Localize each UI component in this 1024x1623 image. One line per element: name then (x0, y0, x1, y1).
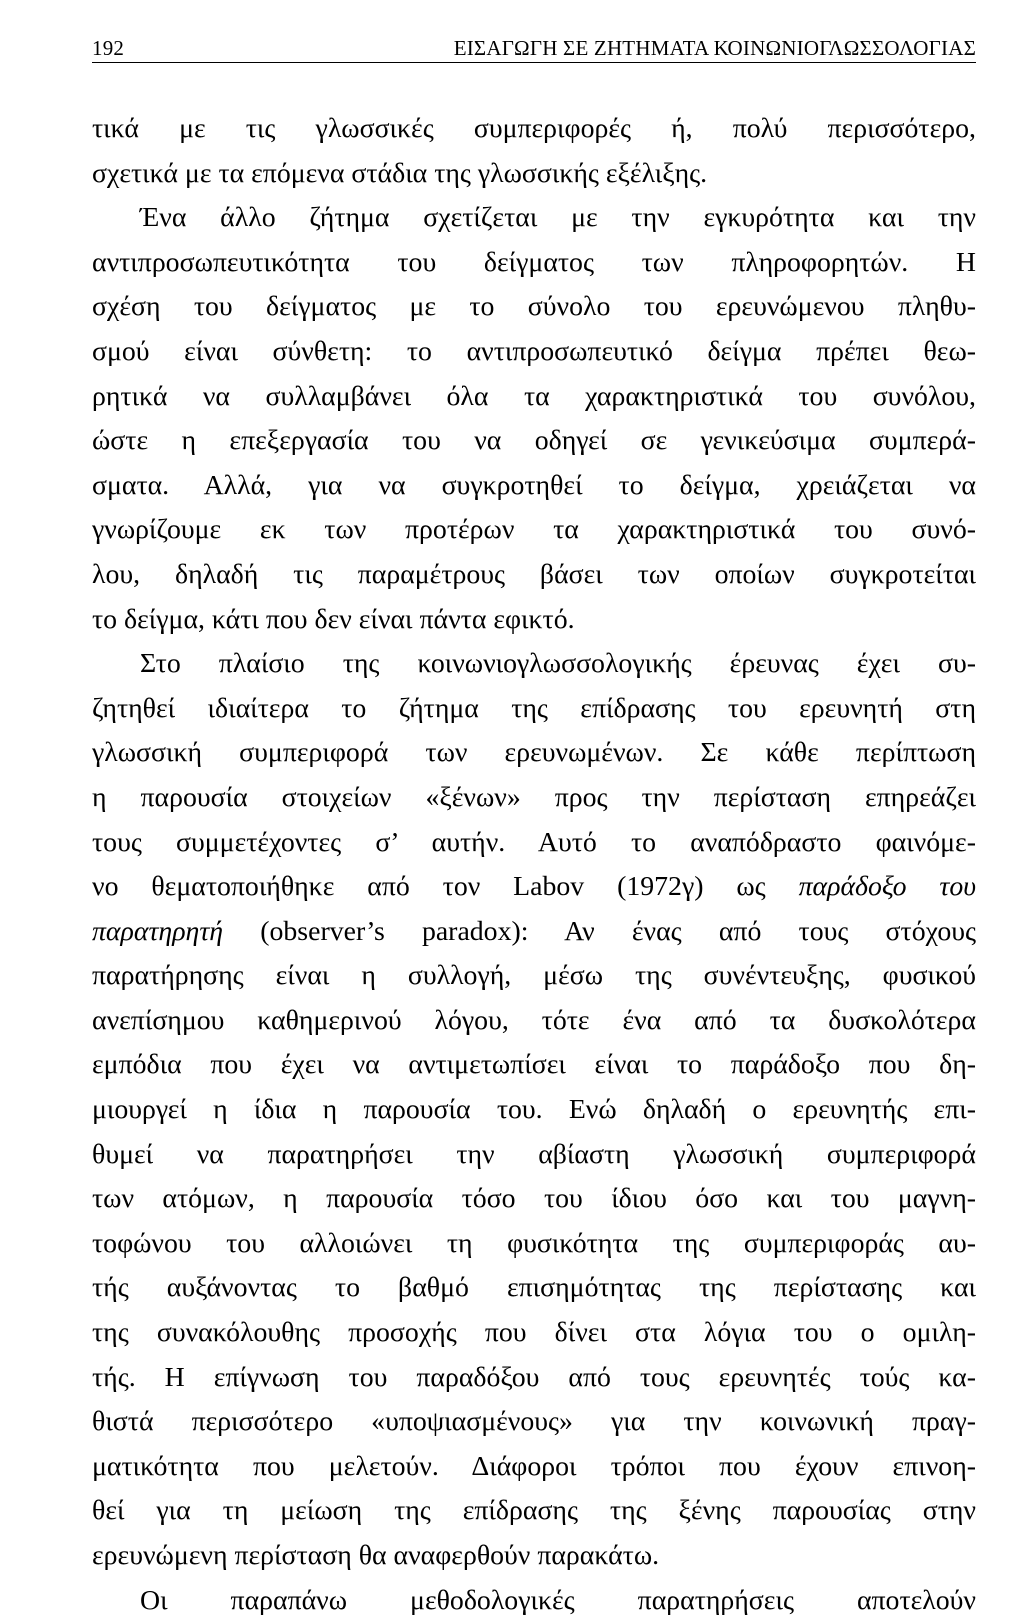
text-line: μιουργεί η ίδια η παρουσία του. Ενώ δηλαδή ο ερευνητής επι- (92, 1094, 976, 1126)
text-line: λου, δηλαδή τις παραμέτρους βάσει των οποίων συγκροτείται (92, 558, 976, 590)
text-line: τοφώνου του αλλοιώνει τη φυσικότητα της συμπεριφοράς αυ- (92, 1227, 976, 1259)
text-line: ματικότητα που μελετούν. Διάφοροι τρόποι που έχουν επινοη- (92, 1450, 976, 1482)
text-line: ανεπίσημου καθημερινού λόγου, τότε ένα από τα δυσκολότερα (92, 1004, 976, 1036)
text-line: θεί για τη μείωση της επίδρασης της ξένης παρουσίας στην (92, 1495, 976, 1527)
text-line: τής. Η επίγνωση του παραδόξου από τους ερευνητές τούς κα- (92, 1361, 976, 1393)
text-line: εμπόδια που έχει να αντιμετωπίσει είναι το παράδοξο που δη- (92, 1049, 976, 1081)
page-number: 192 (92, 36, 125, 60)
text-line: η παρουσία στοιχείων «ξένων» προς την περίσταση επηρεάζει (92, 781, 976, 813)
text-line: θιστά περισσότερο «υποψιασμένους» για την κοινωνική πραγ- (92, 1406, 976, 1438)
text-line: γνωρίζουμε εκ των προτέρων τα χαρακτηριστικά του συνό- (92, 514, 976, 546)
text-line: των ατόμων, η παρουσία τόσο του ίδιου όσο και του μαγνη- (92, 1183, 976, 1215)
text-line: ζητηθεί ιδιαίτερα το ζήτημα της επίδρασης του ερευνητή στη (92, 692, 976, 724)
text-line: της συνακόλουθης προσοχής που δίνει στα λόγια του ο ομιλη- (92, 1317, 976, 1349)
running-title: ΕΙΣΑΓΩΓΗ ΣΕ ΖΗΤΗΜΑΤΑ ΚΟΙΝΩΝΙΟΓΛΩΣΣΟΛΟΓΙΑΣ (453, 36, 976, 60)
text-line: Ένα άλλο ζήτημα σχετίζεται με την εγκυρότητα και την (140, 202, 976, 234)
text-line: γλωσσική συμπεριφορά των ερευνωμένων. Σε κάθε περίπτωση (92, 737, 976, 769)
body-text (92, 107, 976, 1623)
text-line: σχέση του δείγματος με το σύνολο του ερευνώμενου πληθυ- (92, 291, 976, 323)
text-line-labov (92, 865, 976, 910)
book-page (92, 36, 976, 1623)
text-line: ερευνώμενη περίσταση θα αναφερθούν παρακάτω. (92, 1540, 660, 1571)
text-line: τικά με τις γλωσσικές συμπεριφορές ή, πολύ περισσότερο, (92, 113, 976, 144)
running-head (92, 36, 976, 63)
text-line: Στο πλαίσιο της κοινωνιογλωσσολογικής έρευνας έχει συ- (140, 648, 976, 680)
text-line: σχετικά με τα επόμενα στάδια της γλωσσικής εξέλιξης. (92, 157, 708, 189)
text-line: τής αυξάνοντας το βαθμό επισημότητας της περίστασης και (92, 1272, 976, 1304)
text-run: (observer’s paradox): Αν ένας από τους στόχους (223, 915, 976, 947)
text-line: το δείγμα, κάτι που δεν είναι πάντα εφικτό. (92, 603, 575, 635)
italic-term: παρατηρητή (92, 915, 224, 947)
text-line: σμού είναι σύνθετη: το αντιπροσωπευτικό δείγμα πρέπει θεω- (92, 335, 976, 367)
text-line: ώστε η επεξεργασία του να οδηγεί σε γενικεύσιμα συμπερά- (92, 425, 976, 457)
text-line: σματα. Αλλά, για να συγκροτηθεί το δείγμα, χρειάζεται να (92, 469, 976, 501)
italic-term: παράδοξο του (798, 871, 976, 903)
text-line-observers-paradox (92, 910, 976, 955)
text-line: ρητικά να συλλαμβάνει όλα τα χαρακτηριστικά του συνόλου, (92, 380, 976, 412)
text-line: τους συμμετέχοντες σ’ αυτήν. Αυτό το αναπόδραστο φαινόμε- (92, 826, 976, 858)
text-run: νο θεματοποιήθηκε από τον Labov (1972γ) ως (92, 871, 799, 903)
text-line: αντιπροσωπευτικότητα του δείγματος των πληροφορητών. Η (92, 246, 976, 278)
text-line: παρατήρησης είναι η συλλογή, μέσω της συνέντευξης, φυσικού (92, 960, 976, 992)
text-line: θυμεί να παρατηρήσει την αβίαστη γλωσσική συμπεριφορά (92, 1138, 976, 1170)
text-line: Οι παραπάνω μεθοδολογικές παρατηρήσεις αποτελούν (140, 1584, 976, 1616)
